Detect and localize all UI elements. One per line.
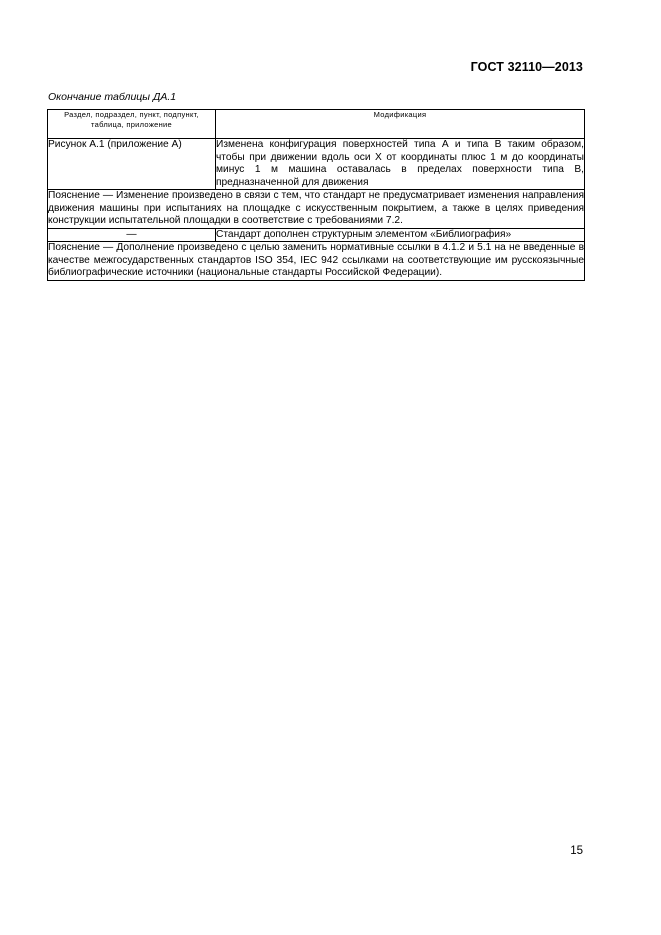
cell-modification: Изменена конфигурация поверхностей типа А и типа В таким образом, чтобы при движении вдоль оси X от координаты плюс 1 м до координаты минус 1 м машина оставалась в пределах поверхности типа В, предназначенной для движения — [216, 139, 584, 188]
document-code: ГОСТ 32110—2013 — [470, 60, 583, 74]
cell-note: Пояснение — Дополнение произведено с целью заменить нормативные ссылки в 4.1.2 и 5.1 на не введенные в качестве межгосударственных стандартов ISO 354, IEC 942 ссылками на соответствующие им русскоязычные библиографические источники (национальные стандарты Российской Федерации). — [48, 242, 584, 278]
table-row — [48, 139, 585, 190]
column-header-section: Раздел, подраздел, пункт, подпункт, таблица, приложение — [48, 110, 216, 139]
table-header-row — [48, 110, 585, 139]
cell-note: Пояснение — Изменение произведено в связи с тем, что стандарт не предусматривает изменения направления движения машины при испытаниях на площадке с искусственным покрытием, а также в целях приведения конструкции испытательной площадки в соответствие с требованиями 7.2. — [48, 190, 584, 226]
table-row — [48, 228, 585, 242]
page-number: 15 — [570, 845, 583, 857]
column-header-modification: Модификация — [216, 110, 585, 139]
table-note-row — [48, 190, 585, 229]
cell-modification: Стандарт дополнен структурным элементом «Библиография» — [216, 228, 585, 242]
modification-table — [47, 109, 585, 281]
cell-section: Рисунок А.1 (приложение А) — [48, 139, 216, 190]
table-caption: Окончание таблицы ДА.1 — [48, 91, 177, 103]
table-note-row — [48, 242, 585, 281]
cell-section: — — [48, 228, 216, 242]
